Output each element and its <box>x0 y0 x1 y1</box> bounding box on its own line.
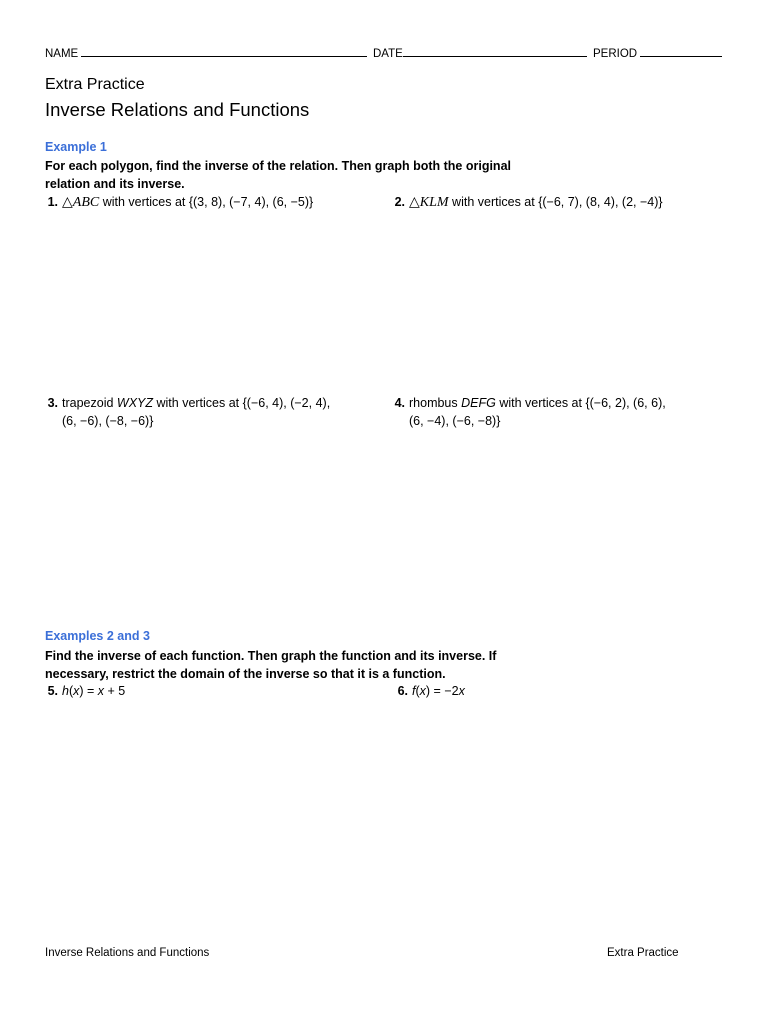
problem-1 <box>40 192 313 212</box>
page-title: Inverse Relations and Functions <box>45 99 310 120</box>
example-1-heading: Example 1 <box>45 140 107 154</box>
problem-number: 3. <box>47 396 58 410</box>
polygon-name: DEFG <box>461 396 496 410</box>
problem-prefix: rhombus <box>409 396 462 410</box>
problem-text: with vertices at {(−6, 2), (6, 6), <box>495 396 666 410</box>
polygon-name: KLM <box>419 195 449 210</box>
examples-2-3-instruction: Find the inverse of each function. Then graph the function and its inverse. If necessary, restrict the domain of the inverse so that it is a function. <box>45 649 497 681</box>
function-variable: x <box>73 684 80 698</box>
rhs-variable: x <box>458 684 465 698</box>
name-label: NAME <box>45 48 79 60</box>
footer-left: Inverse Relations and Functions <box>45 947 210 959</box>
period-field[interactable] <box>593 46 722 60</box>
problem-prefix: trapezoid <box>62 396 117 410</box>
problem-number: 6. <box>397 684 408 698</box>
equation-operator: ) = −2 <box>425 684 459 698</box>
problem-number: 5. <box>47 684 58 698</box>
name-field[interactable] <box>45 46 367 60</box>
problem-text: with vertices at {(−6, 4), (−2, 4), <box>153 396 331 410</box>
footer-right: Extra Practice <box>607 947 679 959</box>
date-field[interactable] <box>373 46 587 60</box>
problem-number: 2. <box>394 195 405 209</box>
equation-operator: ) = <box>79 684 98 698</box>
problem-text: with vertices at {(3, 8), (−7, 4), (6, −5)} <box>99 195 314 209</box>
function-name: h <box>62 684 69 698</box>
problem-number: 1. <box>47 195 58 209</box>
name-blank[interactable] <box>81 46 367 57</box>
rhs-variable: x <box>97 684 105 698</box>
period-blank[interactable] <box>640 46 722 57</box>
function-variable: x <box>419 684 426 698</box>
problem-text-continued: (6, −4), (−6, −8)} <box>409 414 501 428</box>
problem-number: 4. <box>394 396 405 410</box>
problem-2 <box>387 192 663 212</box>
rhs-text: + 5 <box>104 684 126 698</box>
problem-text-continued: (6, −6), (−8, −6)} <box>62 414 154 428</box>
problem-3 <box>40 394 330 430</box>
polygon-name: ABC <box>72 195 100 210</box>
period-label: PERIOD <box>593 48 638 60</box>
problem-6: 6. f(x) = −2x <box>390 682 465 700</box>
worksheet-type: Extra Practice <box>45 76 145 93</box>
problem-4 <box>387 394 666 430</box>
date-blank[interactable] <box>403 46 587 57</box>
problem-text: with vertices at {(−6, 7), (8, 4), (2, −4)} <box>448 195 663 209</box>
examples-2-3-heading: Examples 2 and 3 <box>45 629 150 643</box>
triangle-icon: △ <box>409 193 420 209</box>
function-name: f <box>412 684 416 698</box>
polygon-name: WXYZ <box>116 396 154 410</box>
triangle-icon: △ <box>62 193 73 209</box>
date-label: DATE <box>373 48 403 60</box>
example-1-instruction: For each polygon, find the inverse of the relation. Then graph both the original relation and its inverse. <box>45 159 511 191</box>
problem-5: 5. h(x) = x + 5 <box>40 682 125 700</box>
